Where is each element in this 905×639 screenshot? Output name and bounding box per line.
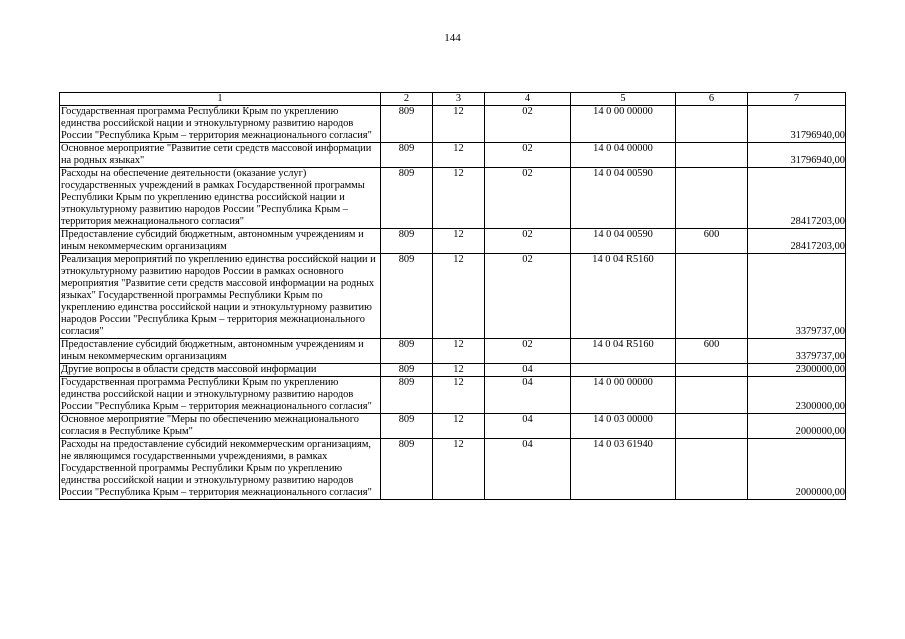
cell-col6: 600 bbox=[676, 339, 748, 364]
cell-col6 bbox=[676, 377, 748, 414]
table-row bbox=[60, 143, 846, 168]
item-name: Основное мероприятие "Развитие сети средств массовой информации на родных языках" bbox=[60, 143, 381, 168]
cell-col3: 12 bbox=[433, 143, 485, 168]
cell-col5: 14 0 04 R5160 bbox=[571, 254, 676, 339]
item-name: Реализация мероприятий по укреплению единства российской нации и этнокультурному развитию народов России в рамках основного мероприятия "Развитие сети средств массовой информации на родных языках" Государственной программы Республики Крым по укреплению единства российской нации и этнокультурному развитию народов России "Республика Крым – территория межнационального согласия" bbox=[60, 254, 381, 339]
header-cell: 1 bbox=[60, 93, 381, 106]
cell-col6: 600 bbox=[676, 229, 748, 254]
item-name: Расходы на обеспечение деятельности (оказание услуг) государственных учреждений в рамках Государственной программы Республики Крым по укреплению единства российской нации и этнокультурному развитию народов России "Республика Крым – территория межнационального согласия" bbox=[60, 168, 381, 229]
cell-col3: 12 bbox=[433, 364, 485, 377]
header-cell: 7 bbox=[748, 93, 846, 106]
cell-col4: 02 bbox=[485, 339, 571, 364]
item-name: Расходы на предоставление субсидий некоммерческим организациям, не являющимся государственными учреждениями, в рамках Государственной программы Республики Крым по укреплению единства российской нации и этнокультурному развитию народов России "Республика Крым – территория межнационального согласия" bbox=[60, 439, 381, 500]
amount-cell: 31796940,00 bbox=[748, 106, 846, 143]
cell-col5: 14 0 03 00000 bbox=[571, 414, 676, 439]
cell-col4: 02 bbox=[485, 168, 571, 229]
cell-col5 bbox=[571, 364, 676, 377]
item-name: Предоставление субсидий бюджетным, автономным учреждениям и иным некоммерческим организациям bbox=[60, 339, 381, 364]
amount-cell: 28417203,00 bbox=[748, 229, 846, 254]
amount-cell: 3379737,00 bbox=[748, 339, 846, 364]
cell-col3: 12 bbox=[433, 168, 485, 229]
cell-col4: 04 bbox=[485, 364, 571, 377]
cell-col2: 809 bbox=[381, 254, 433, 339]
table-row bbox=[60, 168, 846, 229]
cell-col2: 809 bbox=[381, 168, 433, 229]
cell-col5: 14 0 00 00000 bbox=[571, 106, 676, 143]
cell-col3: 12 bbox=[433, 229, 485, 254]
item-name: Государственная программа Республики Крым по укреплению единства российской нации и этнокультурному развитию народов России "Республика Крым – территория межнационального согласия" bbox=[60, 106, 381, 143]
amount-cell: 3379737,00 bbox=[748, 254, 846, 339]
cell-col6 bbox=[676, 106, 748, 143]
table-row bbox=[60, 254, 846, 339]
cell-col6 bbox=[676, 254, 748, 339]
cell-col6 bbox=[676, 364, 748, 377]
cell-col5: 14 0 00 00000 bbox=[571, 377, 676, 414]
amount-cell: 28417203,00 bbox=[748, 168, 846, 229]
header-cell: 5 bbox=[571, 93, 676, 106]
cell-col2: 809 bbox=[381, 414, 433, 439]
cell-col3: 12 bbox=[433, 377, 485, 414]
cell-col6 bbox=[676, 439, 748, 500]
header-cell: 6 bbox=[676, 93, 748, 106]
budget-table bbox=[59, 92, 846, 500]
cell-col3: 12 bbox=[433, 414, 485, 439]
cell-col5: 14 0 04 00000 bbox=[571, 143, 676, 168]
header-cell: 2 bbox=[381, 93, 433, 106]
cell-col6 bbox=[676, 168, 748, 229]
header-cell: 4 bbox=[485, 93, 571, 106]
cell-col2: 809 bbox=[381, 377, 433, 414]
amount-cell: 31796940,00 bbox=[748, 143, 846, 168]
cell-col5: 14 0 04 R5160 bbox=[571, 339, 676, 364]
amount-cell: 2300000,00 bbox=[748, 364, 846, 377]
cell-col3: 12 bbox=[433, 254, 485, 339]
cell-col4: 04 bbox=[485, 414, 571, 439]
cell-col4: 02 bbox=[485, 143, 571, 168]
cell-col4: 02 bbox=[485, 106, 571, 143]
cell-col2: 809 bbox=[381, 439, 433, 500]
cell-col4: 02 bbox=[485, 229, 571, 254]
cell-col2: 809 bbox=[381, 364, 433, 377]
amount-cell: 2000000,00 bbox=[748, 439, 846, 500]
table-row bbox=[60, 414, 846, 439]
cell-col5: 14 0 04 00590 bbox=[571, 168, 676, 229]
item-name: Предоставление субсидий бюджетным, автономным учреждениям и иным некоммерческим организациям bbox=[60, 229, 381, 254]
item-name: Основное мероприятие "Меры по обеспечению межнационального согласия в Республике Крым" bbox=[60, 414, 381, 439]
cell-col3: 12 bbox=[433, 339, 485, 364]
table-body bbox=[60, 106, 846, 500]
table-row bbox=[60, 339, 846, 364]
cell-col3: 12 bbox=[433, 106, 485, 143]
page-number: 144 bbox=[444, 32, 461, 44]
cell-col2: 809 bbox=[381, 143, 433, 168]
cell-col3: 12 bbox=[433, 439, 485, 500]
amount-cell: 2000000,00 bbox=[748, 414, 846, 439]
cell-col4: 04 bbox=[485, 439, 571, 500]
cell-col5: 14 0 04 00590 bbox=[571, 229, 676, 254]
cell-col6 bbox=[676, 414, 748, 439]
table-row bbox=[60, 106, 846, 143]
header-cell: 3 bbox=[433, 93, 485, 106]
table-row bbox=[60, 439, 846, 500]
cell-col6 bbox=[676, 143, 748, 168]
table-row bbox=[60, 377, 846, 414]
amount-cell: 2300000,00 bbox=[748, 377, 846, 414]
table-row bbox=[60, 229, 846, 254]
cell-col2: 809 bbox=[381, 229, 433, 254]
cell-col2: 809 bbox=[381, 339, 433, 364]
cell-col4: 02 bbox=[485, 254, 571, 339]
cell-col4: 04 bbox=[485, 377, 571, 414]
cell-col5: 14 0 03 61940 bbox=[571, 439, 676, 500]
header-row bbox=[60, 93, 846, 106]
item-name: Другие вопросы в области средств массовой информации bbox=[60, 364, 381, 377]
cell-col2: 809 bbox=[381, 106, 433, 143]
item-name: Государственная программа Республики Крым по укреплению единства российской нации и этнокультурному развитию народов России "Республика Крым – территория межнационального согласия" bbox=[60, 377, 381, 414]
table-row bbox=[60, 364, 846, 377]
